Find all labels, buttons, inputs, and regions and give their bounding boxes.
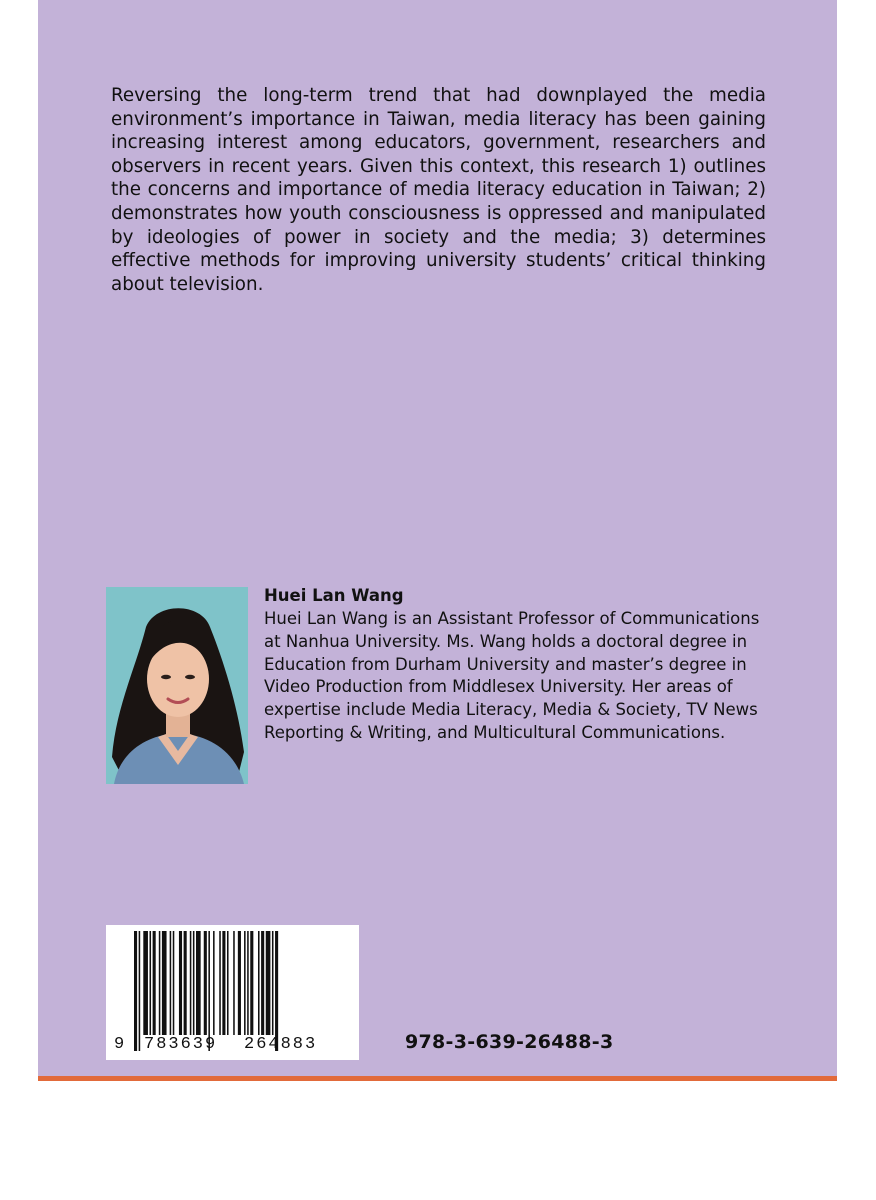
barcode-bar [173,931,175,1035]
barcode-bar [219,931,221,1035]
barcode-bar [213,931,215,1035]
barcode-bar [190,931,192,1035]
barcode-bar [162,931,167,1035]
barcode-bar [184,931,187,1035]
barcode-bar [170,931,172,1035]
barcode-bar [193,931,195,1035]
barcode-bar [143,931,148,1035]
author-name: Huei Lan Wang [264,586,404,605]
barcode-bar [208,931,210,1051]
book-blurb: Reversing the long-term trend that had downplayed the media environment’s importance in Taiwan, media literacy has been gaining increasing interest among educators, government, researchers and observers in recent years. Given this context, this research 1) outlines the concerns and importance of media literacy education in Taiwan; 2) demonstrates how youth consciousness is oppressed and manipulated by ideologies of power in society and the media; 3) determines effective methods for improving university students’ critical thinking about television. [111,85,766,295]
isbn-barcode [106,925,359,1060]
barcode-digits-right: 264883 [244,1035,318,1054]
barcode-bar [250,931,253,1035]
barcode-digits-left: 783639 [144,1035,218,1054]
isbn-number: 978-3-639-26488-3 [405,1031,614,1053]
barcode-bar [196,931,201,1035]
barcode-bar [139,931,141,1051]
barcode-bar [238,931,241,1035]
barcode-digit-lead: 9 [114,1035,125,1054]
barcode-bar [227,931,229,1035]
barcode-bar [244,931,246,1035]
barcode-bar [134,931,137,1051]
author-photo [106,587,248,784]
barcode-bar [258,931,260,1035]
barcode-bar [179,931,182,1035]
barcode-graphic [106,925,359,1060]
author-bio: Huei Lan Wang is an Assistant Professor of Communications at Nanhua University. Ms. Wang holds a doctoral degree in Education from Durham University and master’s degree in Video Production from Middlesex University. Her areas of expertise include Media Literacy, Media & Society, TV News Reporting & Writing, and Multicultural Communications. [264,609,760,742]
barcode-bar [275,931,278,1051]
barcode-bar [266,931,271,1035]
barcode-bar [150,931,152,1035]
barcode-bar [247,931,249,1035]
barcode-bar [204,931,207,1035]
barcode-bar [153,931,156,1035]
barcode-bar [233,931,235,1035]
barcode-bar [261,931,264,1035]
accent-rule [38,1076,837,1081]
barcode-bar [272,931,274,1035]
barcode-bar [222,931,225,1035]
barcode-bar [159,931,161,1035]
